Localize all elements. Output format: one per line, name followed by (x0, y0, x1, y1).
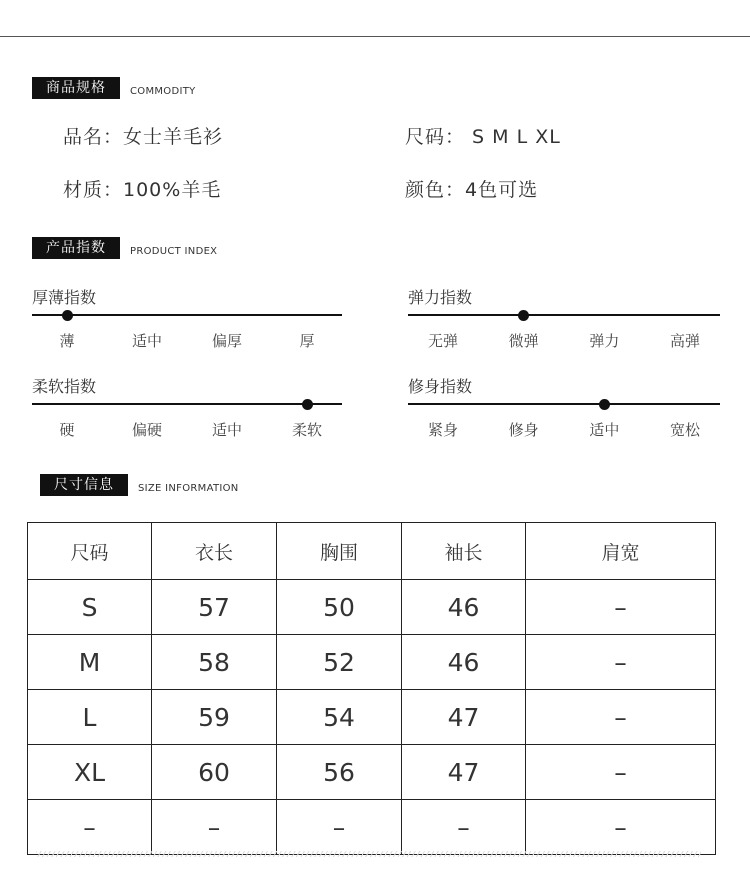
size-table-header-cell: 尺码 (28, 523, 152, 580)
table-cell: – (526, 635, 716, 690)
table-cell: – (526, 690, 716, 745)
index-title: 弹力指数 (408, 288, 473, 307)
table-cell: – (402, 800, 526, 855)
index-selected-marker (518, 310, 529, 321)
product-material: 材质：100%羊毛 (63, 179, 222, 201)
top-divider (0, 36, 750, 37)
index-option: 偏厚 (211, 332, 242, 350)
table-cell: – (152, 800, 277, 855)
index-option: 偏硬 (131, 421, 162, 439)
table-row (28, 690, 716, 745)
table-row (28, 745, 716, 800)
index-scale-line (32, 314, 342, 316)
table-cell: 58 (152, 635, 277, 690)
table-row (28, 635, 716, 690)
index-option: 弹力 (589, 332, 620, 350)
table-cell: 46 (402, 635, 526, 690)
index-option: 厚 (299, 332, 315, 350)
index-title: 柔软指数 (32, 377, 97, 396)
table-row (28, 580, 716, 635)
index-selected-marker (599, 399, 610, 410)
table-cell: 60 (152, 745, 277, 800)
table-cell: 52 (277, 635, 402, 690)
table-cell: XL (28, 745, 152, 800)
index-selected-marker (62, 310, 73, 321)
table-cell: 56 (277, 745, 402, 800)
table-cell: – (526, 800, 716, 855)
table-cell: 47 (402, 690, 526, 745)
index-option: 适中 (589, 421, 620, 439)
product-index-section-header (32, 237, 217, 259)
index-option: 高弹 (669, 332, 700, 350)
commodity-label: 商品规格 (32, 77, 120, 99)
table-cell: – (277, 800, 402, 855)
index-scale-line (32, 403, 342, 405)
index-scale-line (408, 403, 720, 405)
index-option: 宽松 (669, 421, 700, 439)
commodity-section-header (32, 77, 196, 99)
size-table-body (28, 580, 716, 855)
product-index-label: 产品指数 (32, 237, 120, 259)
table-cell: L (28, 690, 152, 745)
size-info-label: 尺寸信息 (40, 474, 128, 496)
index-option: 紧身 (427, 421, 458, 439)
size-table-header-cell: 袖长 (402, 523, 526, 580)
index-scale-line (408, 314, 720, 316)
index-option: 硬 (59, 421, 75, 439)
index-option: 修身 (508, 421, 539, 439)
size-table-header-row (28, 523, 716, 580)
table-cell: 57 (152, 580, 277, 635)
table-cell: 59 (152, 690, 277, 745)
index-option: 柔软 (291, 421, 322, 439)
index-title: 厚薄指数 (32, 288, 97, 307)
product-index-sublabel: PRODUCT INDEX (130, 245, 218, 257)
product-color: 颜色：4色可选 (405, 179, 539, 201)
size-table-header-cell: 肩宽 (526, 523, 716, 580)
index-option: 适中 (131, 332, 162, 350)
size-table-header-cell: 胸围 (277, 523, 402, 580)
table-cell: 54 (277, 690, 402, 745)
index-selected-marker (302, 399, 313, 410)
table-cell: – (526, 745, 716, 800)
table-row (28, 800, 716, 855)
table-cell: 46 (402, 580, 526, 635)
index-option: 适中 (211, 421, 242, 439)
table-cell: S (28, 580, 152, 635)
size-table-header-cell: 衣长 (152, 523, 277, 580)
index-option: 无弹 (427, 332, 458, 350)
size-info-section-header (40, 474, 239, 496)
table-cell: 47 (402, 745, 526, 800)
decorative-hatch (36, 851, 701, 857)
table-cell: – (28, 800, 152, 855)
product-name: 品名：女士羊毛衫 (63, 126, 224, 148)
table-cell: M (28, 635, 152, 690)
index-title: 修身指数 (408, 377, 473, 396)
size-info-sublabel: SIZE INFORMATION (138, 482, 239, 494)
index-option: 微弹 (508, 332, 539, 350)
index-option: 薄 (59, 332, 75, 350)
size-table (27, 522, 716, 855)
table-cell: – (526, 580, 716, 635)
table-cell: 50 (277, 580, 402, 635)
product-sizes: 尺码： S M L XL (405, 126, 561, 148)
commodity-sublabel: COMMODITY (130, 85, 196, 97)
